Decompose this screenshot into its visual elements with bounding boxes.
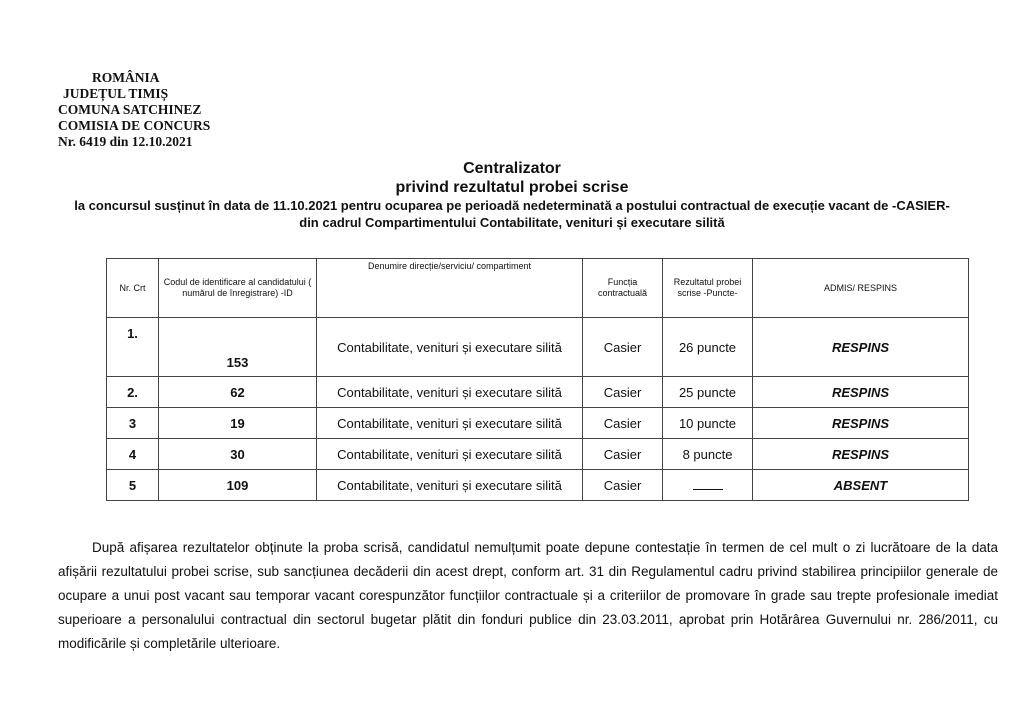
table-row: [107, 470, 969, 501]
row-result: ABSENT: [753, 470, 969, 501]
row-nr: 5: [107, 470, 159, 501]
table-row: [107, 439, 969, 470]
document-description-line2: din cadrul Compartimentului Contabilitate, venituri și executare silită: [299, 215, 725, 230]
table-row: [107, 408, 969, 439]
row-department: Contabilitate, venituri și executare silită: [317, 408, 583, 439]
row-department: Contabilitate, venituri și executare silită: [317, 377, 583, 408]
results-table: [106, 258, 969, 501]
row-function: Casier: [583, 318, 663, 377]
row-score: 10 puncte: [663, 408, 753, 439]
row-department: Contabilitate, venituri și executare silită: [317, 470, 583, 501]
table-header-row: [107, 259, 969, 318]
header-county: JUDEȚUL TIMIȘ: [63, 86, 169, 101]
row-candidate-id: 62: [159, 377, 317, 408]
row-nr: 1.: [107, 318, 159, 377]
table-row: [107, 377, 969, 408]
row-candidate-id: 19: [159, 408, 317, 439]
header-nr: Nr. Crt: [107, 259, 159, 318]
header-commune: COMUNA SATCHINEZ: [58, 102, 202, 117]
document-title: Centralizator: [463, 160, 561, 177]
row-score: 26 puncte: [663, 318, 753, 377]
empty-score-line: [693, 479, 723, 490]
header-reg-number: Nr. 6419 din 12.10.2021: [58, 134, 193, 149]
row-result: RESPINS: [753, 439, 969, 470]
row-function: Casier: [583, 377, 663, 408]
row-candidate-id: 30: [159, 439, 317, 470]
document-title-block: [0, 160, 1024, 231]
row-candidate-id: 109: [159, 470, 317, 501]
row-result: RESPINS: [753, 377, 969, 408]
header-result: ADMIS/ RESPINS: [753, 259, 969, 318]
row-function: Casier: [583, 439, 663, 470]
table-row: [107, 318, 969, 377]
header-department: Denumire direcție/serviciu/ compartiment: [317, 259, 583, 318]
row-department: Contabilitate, venituri și executare silită: [317, 439, 583, 470]
document-subtitle: privind rezultatul probei scrise: [395, 179, 629, 196]
header-commission: COMISIA DE CONCURS: [58, 118, 211, 133]
row-result: RESPINS: [753, 318, 969, 377]
row-nr: 2.: [107, 377, 159, 408]
header-score: Rezultatul probei scrise -Puncte-: [663, 259, 753, 318]
appeal-note: După afișarea rezultatelor obținute la proba scrisă, candidatul nemulțumit poate depune contestație în termen de cel mult o zi lucrătoare de la data afișării rezultatului probei scrise, sub sancțiunea decăderii din acest drept, conform art. 31 din Regulamentul cadru privind stabilirea principiilor generale de ocupare a unui post vacant sau temporar vacant corespunzător funcțiilor contractuale și a criteriilor de promovare în grade sau trepte profesionale imediat superioare a personalului contractual din sectorul bugetar plătit din fonduri publice din 23.03.2011, aprobat prin Hotărârea Guvernului nr. 286/2011, cu modificările și completările ulterioare.: [58, 540, 998, 651]
header-function: Funcția contractuală: [583, 259, 663, 318]
header-country: ROMÂNIA: [92, 70, 160, 85]
row-function: Casier: [583, 408, 663, 439]
row-candidate-id: 153: [159, 318, 317, 377]
row-score: 8 puncte: [663, 439, 753, 470]
row-score: 25 puncte: [663, 377, 753, 408]
row-nr: 3: [107, 408, 159, 439]
row-nr: 4: [107, 439, 159, 470]
document-description-line1: la concursul susținut în data de 11.10.2021 pentru ocuparea pe perioadă nedeterminată a postului contractual de execuție vacant de -CASIER-: [74, 198, 950, 213]
row-department: Contabilitate, venituri și executare silită: [317, 318, 583, 377]
row-score: [663, 470, 753, 501]
header-candidate-id: Codul de identificare al candidatului ( numărul de înregistrare) -ID: [159, 259, 317, 318]
row-function: Casier: [583, 470, 663, 501]
row-result: RESPINS: [753, 408, 969, 439]
issuer-header: [58, 70, 210, 150]
